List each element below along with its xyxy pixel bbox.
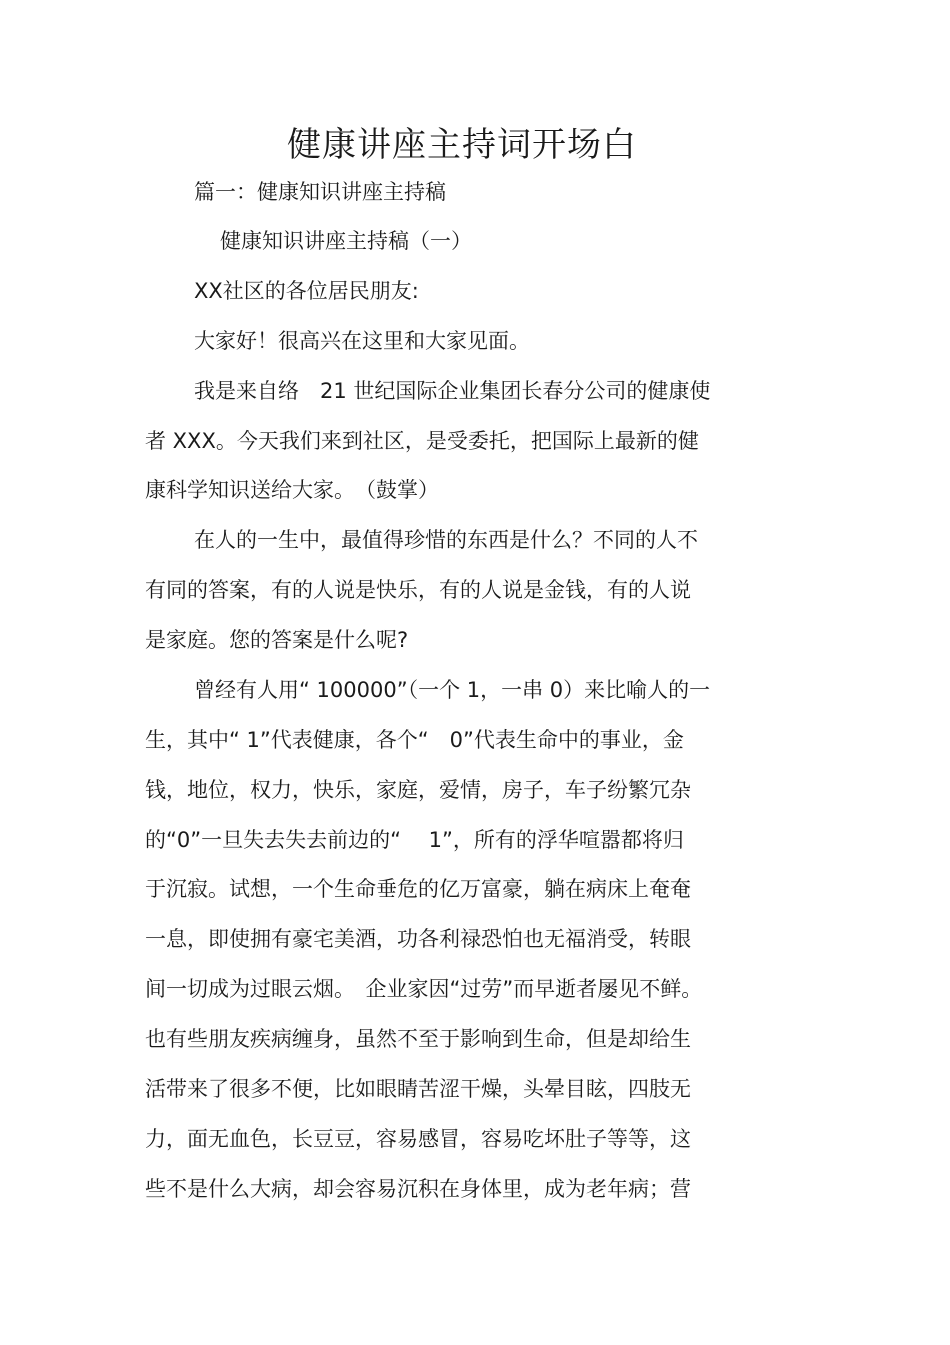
paragraph-line: 在人的一生中，最值得珍惜的东西是什么？不同的人不 (194, 528, 698, 552)
paragraph-line: 康科学知识送给大家。 （鼓掌） (145, 478, 439, 502)
paragraph-line: 力，面无血色，长豆豆，容易感冒，容易吃坏肚子等等，这 (145, 1127, 691, 1151)
paragraph-line: 大家好！很高兴在这里和大家见面。 (194, 329, 530, 353)
paragraph-line: 于沉寂。试想，一个生命垂危的亿万富豪，躺在病床上奄奄 (145, 877, 691, 901)
paragraph-line: 间一切成为过眼云烟。 企业家因“过劳”而早逝者屡见不鲜。 (145, 977, 703, 1001)
paragraph-line: 的“0”一旦失去失去前边的“ 1”，所有的浮华喧嚣都将归 (145, 828, 684, 852)
paragraph-line: 钱，地位，权力，快乐，家庭，爱情，房子，车子纷繁冗杂 (145, 778, 691, 802)
paragraph-line: 活带来了很多不便，比如眼睛苦涩干燥，头晕目眩，四肢无 (145, 1077, 691, 1101)
paragraph-line: 曾经有人用“ 100000”（一个 1，一串 0）来比喻人的一 (194, 678, 711, 702)
paragraph-line: 有同的答案，有的人说是快乐，有的人说是金钱，有的人说 (145, 578, 691, 602)
paragraph-line: 我是来自络 21 世纪国际企业集团长春分公司的健康使 (194, 379, 711, 403)
paragraph-line: 生，其中“ 1”代表健康，各个“ 0”代表生命中的事业，金 (145, 728, 684, 752)
paragraph-line: 一息，即使拥有豪宅美酒，功各利禄恐怕也无福消受，转眼 (145, 927, 691, 951)
document-title: 健康讲座主持词开场白 (287, 125, 637, 165)
paragraph-line: 是家庭。您的答案是什么呢? (145, 628, 409, 652)
paragraph-line: XX社区的各位居民朋友: (194, 279, 419, 303)
paragraph-line: 些不是什么大病，却会容易沉积在身体里，成为老年病；营 (145, 1177, 691, 1201)
section-heading: 篇一：健康知识讲座主持稿 (194, 180, 446, 204)
paragraph-line: 也有些朋友疾病缠身，虽然不至于影响到生命，但是却给生 (145, 1027, 691, 1051)
subheading: 健康知识讲座主持稿（一） (220, 229, 472, 253)
paragraph-line: 者 XXX。今天我们来到社区，是受委托，把国际上最新的健 (145, 429, 699, 453)
